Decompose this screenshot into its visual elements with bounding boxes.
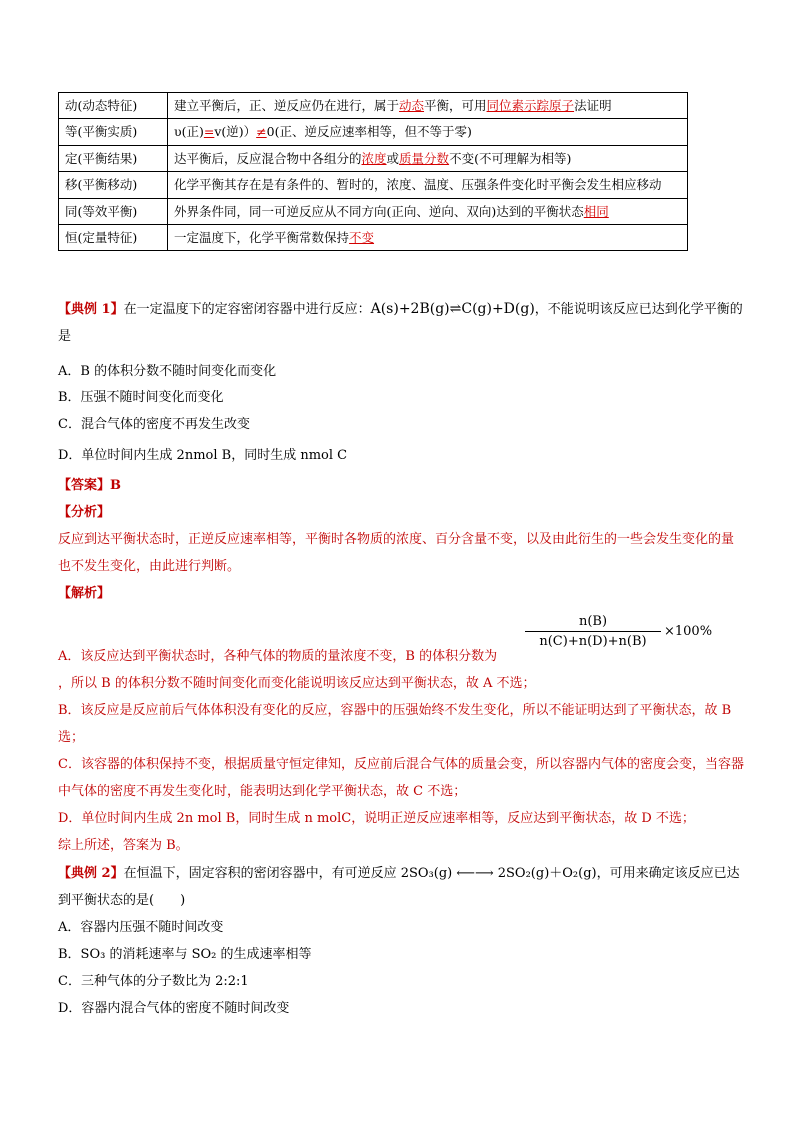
fraction-denominator: n(C)+n(D)+n(B) [539,634,647,649]
feature-label: 移(平衡移动) [59,172,168,198]
feature-row [59,172,688,198]
feature-label: 恒(定量特征) [59,224,168,250]
example1-answer: 【答案】B [58,478,121,493]
example1-explain-tag: 【解析】 [58,586,111,601]
highlighted-term: 质量分数 [399,150,450,166]
highlighted-term: 浓度 [361,150,387,166]
description-text: v(逆)） [214,124,257,140]
equilibrium-features-table [58,92,688,251]
fraction-percent: ×100% [664,624,713,639]
explain-summary: 综上所述，答案为 B。 [58,838,189,853]
feature-description [168,145,688,171]
feature-description [168,172,688,198]
example2-option-d: D．容器内混合气体的密度不随时间改变 [58,1001,290,1016]
feature-row [59,224,688,250]
example1-option-b: B．压强不随时间变化而变化 [58,390,224,405]
feature-label: 定(平衡结果) [59,145,168,171]
explain-a-line1: A．该反应达到平衡状态时，各种气体的物质的量浓度不变，B 的体积分数为 [58,649,498,664]
highlighted-term: 动态 [399,98,425,113]
feature-label: 同(等效平衡) [59,198,168,224]
highlighted-term: 相同 [583,203,609,219]
example1-option-c: C．混合气体的密度不再发生改变 [58,417,250,432]
feature-row [59,119,688,145]
highlighted-term: ≠ [256,124,267,140]
example2-option-c: C．三种气体的分子数比为 2:2:1 [58,974,249,989]
feature-description [168,93,688,119]
feature-row [59,93,688,119]
example2-option-a: A．容器内压强不随时间改变 [58,920,224,935]
explain-c: C．该容器的体积保持不变，根据质量守恒定律知，反应前后混合气体的质量会变，所以容器内气体的密度会变，当容器中气体的密度不再发生变化时，能表明达到化学平衡状态，故 C 不选； [58,757,744,799]
description-text: 化学平衡其存在是有条件的、暂时的，浓度、温度、压强条件变化时平衡会发生相应移动 [174,177,662,193]
explain-d: D．单位时间内生成 2n mol B，同时生成 n molC，说明正逆反应速率相等，反应达到平衡状态，故 D 不选； [58,811,695,826]
description-text: 外界条件同，同一可逆反应从不同方向(正向、逆向、双向)达到的平衡状态 [174,203,584,219]
highlighted-term: 不变 [349,229,375,245]
volume-fraction-formula [525,614,661,649]
feature-label: 动(动态特征) [59,93,168,119]
example1-option-d: D．单位时间内生成 2nmol B，同时生成 nmol C [58,448,348,463]
description-text: 一定温度下，化学平衡常数保持 [174,229,350,245]
feature-row [59,145,688,171]
example1-stem [58,296,746,350]
example2-stem-text: 在恒温下，固定容积的密闭容器中，有可逆反应 2SO₃(g) ⟵⟶ 2SO₂(g)＋O₂(g)，可用来确定该反应已达到平衡状态的是( ) [58,866,740,908]
description-text: υ(正) [174,124,204,140]
description-text: 平衡，可用 [424,98,487,113]
fraction-bar [525,631,661,632]
feature-description [168,198,688,224]
explain-a-line2: ，所以 B 的体积分数不随时间变化而变化能说明该反应达到平衡状态，故 A 不选； [58,676,536,691]
description-text: 或 [386,150,400,166]
fraction-numerator: n(B) [578,614,608,629]
example2-tag: 【典例 2】 [58,866,124,881]
description-text: 0(正、逆反应速率相等，但不等于零) [266,124,472,140]
feature-description [168,224,688,250]
example1-option-a: A．B 的体积分数不随时间变化而变化 [58,364,277,379]
explain-b: B．该反应是反应前后气体体积没有变化的反应，容器中的压强始终不发生变化，所以不能证明达到了平衡状态，故 B 选； [58,703,732,745]
example2-stem [58,860,746,914]
example1-equation: A(s)+2B(g)⇌C(g)+D(g) [370,301,535,317]
feature-label: 等(平衡实质) [59,119,168,145]
highlighted-term: = [203,124,215,140]
feature-description [168,119,688,145]
example1-stem-a: 在一定温度下的定容密闭容器中进行反应： [123,302,371,317]
feature-row [59,198,688,224]
description-text: 法证明 [574,98,612,113]
description-text: 达平衡后，反应混合物中各组分的 [174,150,362,166]
example1-stem-b: ，不能说明该反应已达到化学平衡的是 [58,302,743,344]
description-text: 建立平衡后，正、逆反应仍在进行，属于 [174,98,400,113]
description-text: 不变(不可理解为相等) [449,150,572,166]
example1-analysis: 反应到达平衡状态时，正逆反应速率相等，平衡时各物质的浓度、百分含量不变，以及由此衍生的一些会发生变化的量也不发生变化，由此进行判断。 [58,532,735,574]
example1-analysis-tag: 【分析】 [58,505,111,520]
example1-tag: 【典例 1】 [58,302,124,317]
example2-option-b: B．SO₃ 的消耗速率与 SO₂ 的生成速率相等 [58,947,312,962]
highlighted-term: 同位素示踪原子 [486,98,575,113]
